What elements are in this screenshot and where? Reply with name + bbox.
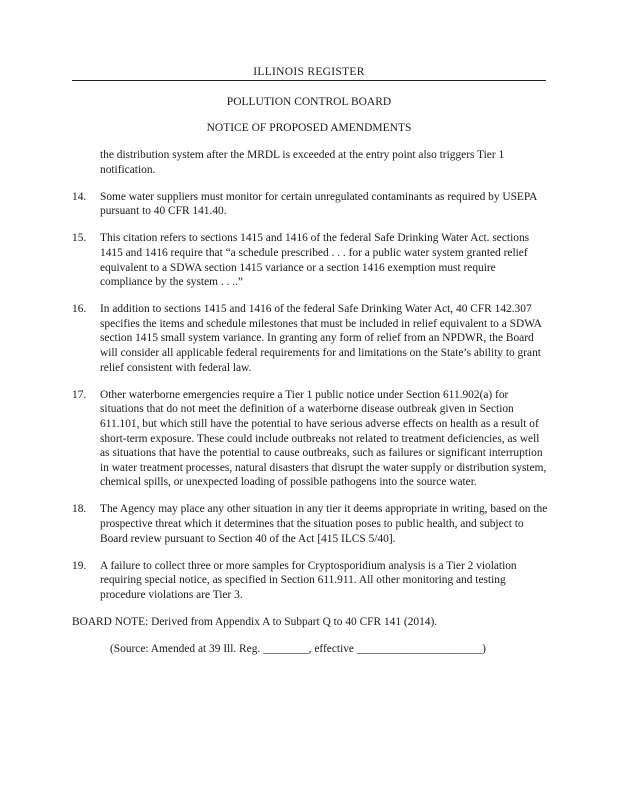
footnote-text: This citation refers to sections 1415 and 1416 of the federal Safe Drinking Water Act. sections 1415 and 1416 require that “a schedule prescribed . . . for a public water system granted relief equivalent to a SDWA section 1415 variance or a section 1416 exemption must require compliance by the system . . ..” xyxy=(100,232,530,289)
footnote-item-19 xyxy=(0,559,618,603)
footnote-text: The Agency may place any other situation in any tier it deems appropriate in writing, based on the prospective threat which it determines that the situation poses to public health, and subject to Board review pursuant to Section 40 of the Act [415 ILCS 5/40]. xyxy=(100,503,548,545)
register-title: ILLINOIS REGISTER xyxy=(253,66,365,78)
footnote-item-17 xyxy=(0,388,618,490)
footnote-number: 15. xyxy=(72,232,87,245)
notice-heading: NOTICE OF PROPOSED AMENDMENTS xyxy=(206,122,412,134)
footnote-item-15 xyxy=(0,231,618,289)
footnote-item-14 xyxy=(0,190,618,219)
source-line: (Source: Amended at 39 Ill. Reg. ________, effective ______________________) xyxy=(110,642,486,655)
footnote-text: In addition to sections 1415 and 1416 of the federal Safe Drinking Water Act, 40 CFR 142.307 specifies the items and schedule milestones that must be included in relief equivalent to a SDWA section 1415 small system variance. In granting any form of relief from an NPDWR, the Board will consider all applicable federal requirements for and limitations on the State’s ability to grant relief consistent with federal law. xyxy=(100,303,542,374)
footnote-text: Some water suppliers must monitor for certain unregulated contaminants as required by USEPA pursuant to 40 CFR 141.40. xyxy=(100,190,537,218)
footnote-number: 18. xyxy=(72,503,87,516)
footnote-item-18 xyxy=(0,502,618,546)
footnote-number: 14. xyxy=(72,190,87,203)
footnote-text: Other waterborne emergencies require a Tier 1 public notice under Section 611.902(a) for situations that do not meet the definition of a waterborne disease outbreak given in Section 611.101, but which still have the potential to have serious adverse effects on health as a result of short-term exposure. These could include outbreaks not related to treatment deficiencies, as well as situations that have the potential to cause outbreaks, such as failures or significant interruption in water treatment processes, natural disasters that disrupt the water supply or distribution system, chemical spills, or unexpected loading of possible pathogens into the source water. xyxy=(100,388,547,489)
footnote-number: 16. xyxy=(72,303,87,316)
board-heading: POLLUTION CONTROL BOARD xyxy=(226,96,392,108)
footnote-text: A failure to collect three or more samples for Cryptosporidium analysis is a Tier 2 violation requiring special notice, as specified in Section 611.911. All other monitoring and testing procedure violations are Tier 3. xyxy=(100,559,517,601)
document-body xyxy=(0,148,618,656)
continuation-paragraph: the distribution system after the MRDL is exceeded at the entry point also triggers Tier 1 notification. xyxy=(100,149,505,176)
footnote-item-16 xyxy=(0,302,618,375)
footnote-number: 19. xyxy=(72,559,87,572)
board-note: BOARD NOTE: Derived from Appendix A to Subpart Q to 40 CFR 141 (2014). xyxy=(72,615,438,628)
header-rule xyxy=(72,80,546,81)
footnote-number: 17. xyxy=(72,388,87,401)
